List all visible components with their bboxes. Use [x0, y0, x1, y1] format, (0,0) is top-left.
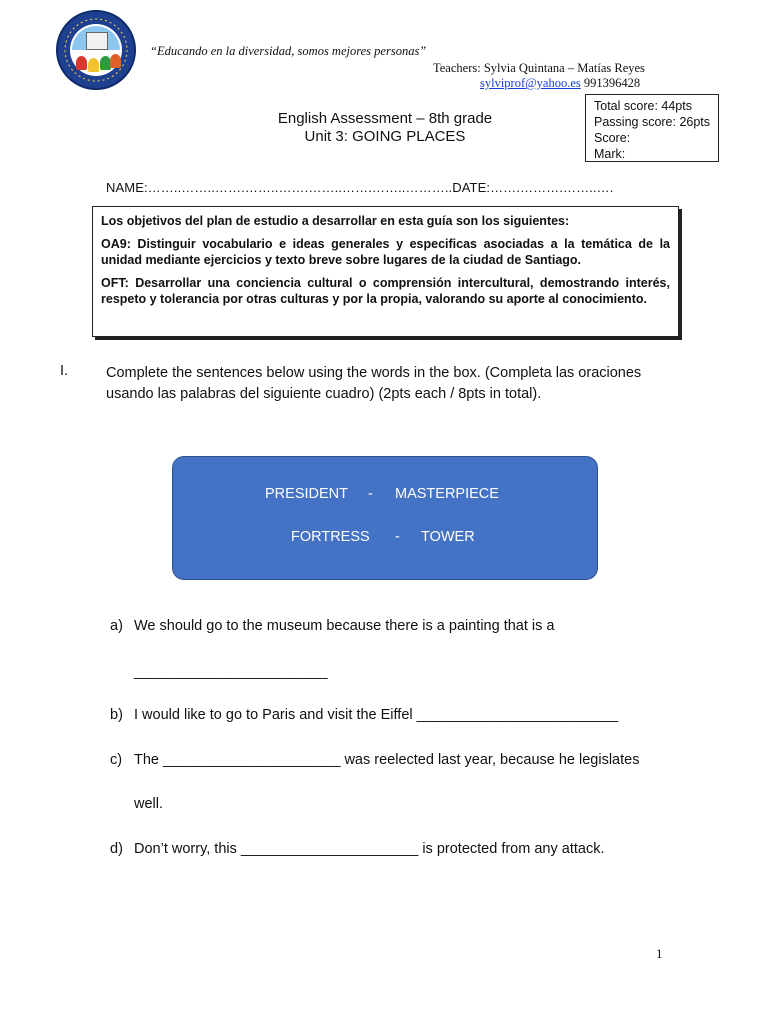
word-masterpiece: MASTERPIECE: [395, 486, 499, 502]
word-separator: -: [368, 486, 373, 502]
score-box: [585, 94, 719, 162]
question-c-text[interactable]: The ______________________ was reelected last year, because he legislates: [134, 752, 640, 768]
objectives-box: [92, 206, 679, 337]
word-fortress: FORTRESS: [291, 529, 370, 545]
section-number: I.: [60, 363, 69, 379]
question-a-blank[interactable]: ________________________: [134, 664, 328, 680]
objective-oa9: OA9: Distinguir vocabulario e ideas generales y especificas asociadas a la temática de la unidad mediante ejercicios y texto breve sobre lugares de la ciudad de Santiago.: [101, 236, 670, 267]
question-letter: a): [110, 618, 123, 634]
title-line-1: English Assessment – 8th grade: [277, 110, 493, 127]
objective-oft: OFT: Desarrollar una conciencia cultural o comprensión intercultural, demostrando interés, respeto y tolerancia por otras culturas y por la propia, valorando su aporte al conocimiento.: [101, 275, 670, 306]
question-letter: b): [110, 707, 123, 723]
contact-line: [480, 76, 640, 91]
school-motto: “Educando en la diversidad, somos mejores personas”: [150, 44, 427, 58]
name-date-line: NAME:……..……..…….……..…….……..…….……..………..DATE:…….……….……..….: [106, 180, 614, 195]
teachers-line: Teachers: Sylvia Quintana – Matías Reyes: [433, 61, 645, 75]
question-a-text: We should go to the museum because there is a painting that is a: [134, 618, 555, 634]
passing-score: Passing score: 26pts: [594, 115, 711, 129]
question-b-text[interactable]: I would like to go to Paris and visit the Eiffel _________________________: [134, 707, 619, 723]
section-instructions: Complete the sentences below using the words in the box. (Completa las oraciones usando las palabras del siguiente cuadro) (2pts each / 8pts in total).: [106, 365, 642, 402]
phone-number: 991396428: [583, 76, 641, 90]
word-tower: TOWER: [421, 529, 475, 545]
word-separator: -: [395, 529, 400, 545]
title-line-2: Unit 3: GOING PLACES: [304, 128, 466, 145]
word-president: PRESIDENT: [265, 486, 348, 502]
word-box: [172, 456, 598, 580]
mark-label: Mark:: [594, 147, 626, 161]
score-label: Score:: [594, 131, 631, 145]
question-d-text[interactable]: Don’t worry, this ______________________ is protected from any attack.: [134, 841, 605, 857]
school-logo: [56, 10, 136, 90]
question-letter: c): [110, 752, 123, 768]
email-link[interactable]: sylviprof@yahoo.es: [480, 76, 581, 90]
total-score: Total score: 44pts: [594, 99, 692, 113]
page-number: 1: [656, 946, 663, 961]
assessment-title: [262, 110, 508, 146]
question-letter: d): [110, 841, 123, 857]
question-c-continuation: well.: [134, 796, 164, 812]
objectives-heading: Los objetivos del plan de estudio a desarrollar en esta guía son los siguientes:: [101, 214, 570, 228]
